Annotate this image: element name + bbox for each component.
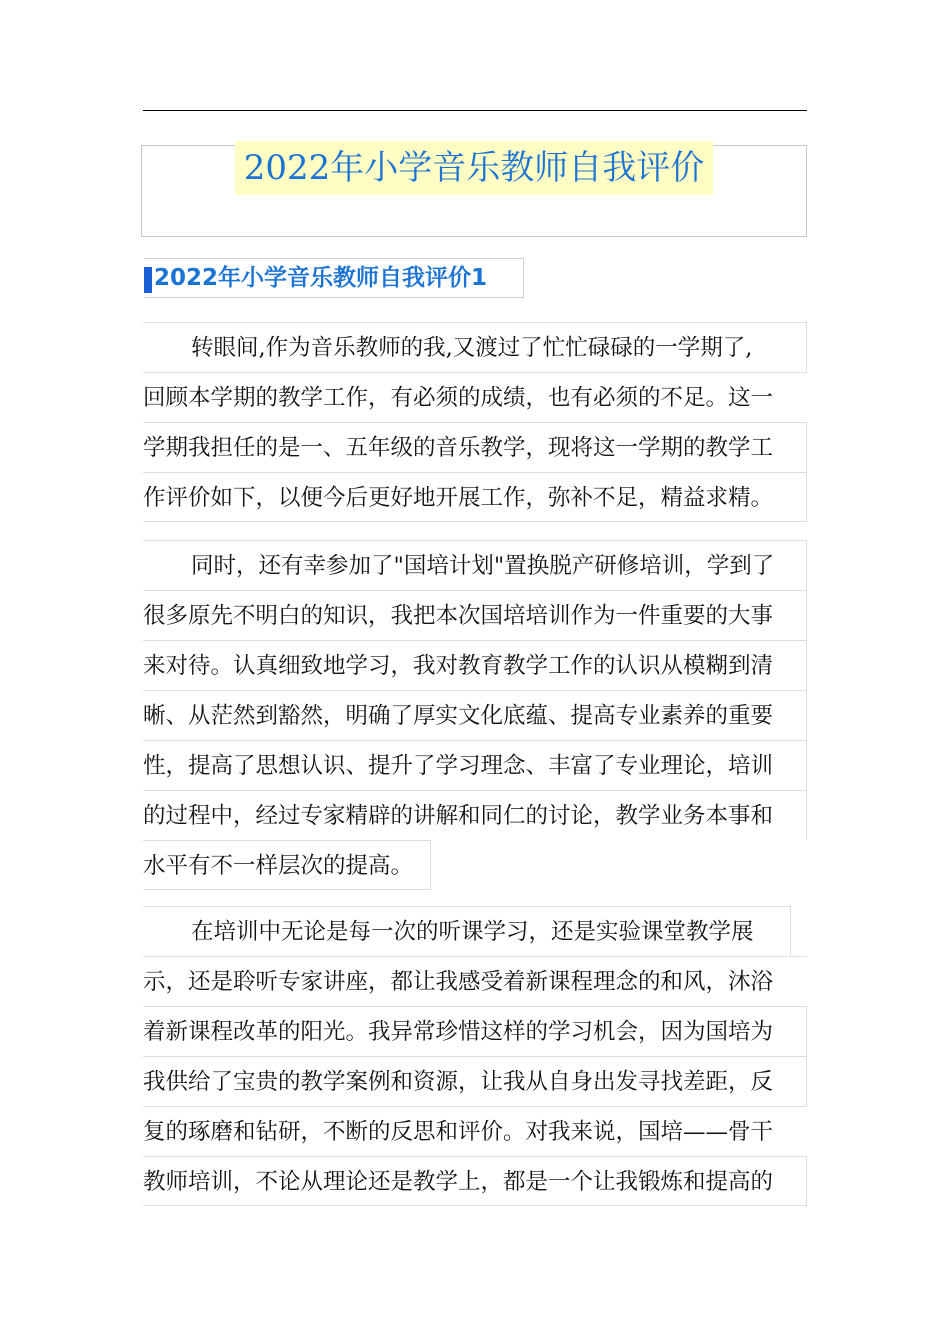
paragraph-line: 同时，还有幸参加了"国培计划"置换脱产研修培训，学到了 [143,540,807,590]
paragraph-line: 晰、从茫然到豁然，明确了厚实文化底蕴、提高专业素养的重要 [143,690,807,740]
paragraph-line: 作评价如下，以便今后更好地开展工作，弥补不足，精益求精。 [143,472,807,522]
paragraph-line: 我供给了宝贵的教学案例和资源，让我从自身出发寻找差距，反 [143,1056,807,1106]
section-marker-icon [144,267,152,293]
section-heading-label: 2022年小学音乐教师自我评价1 [154,265,488,291]
paragraph-line: 水平有不一样层次的提高。 [143,840,431,890]
paragraph-line: 来对待。认真细致地学习，我对教育教学工作的认识从模糊到清 [143,640,807,690]
paragraph-line: 教师培训，不论从理论还是教学上，都是一个让我锻炼和提高的 [143,1156,807,1206]
paragraph-line: 性，提高了思想认识、提升了学习理念、丰富了专业理论，培训 [143,740,807,790]
paragraph-line: 转眼间,作为音乐教师的我,又渡过了忙忙碌碌的一学期了, [143,322,807,372]
paragraph-line: 示，还是聆听专家讲座，都让我感受着新课程理念的和风，沐浴 [143,956,807,1006]
paragraph-line: 很多原先不明白的知识，我把本次国培培训作为一件重要的大事 [143,590,807,640]
paragraph-line: 在培训中无论是每一次的听课学习，还是实验课堂教学展 [143,906,791,956]
paragraph-line: 学期我担任的是一、五年级的音乐教学，现将这一学期的教学工 [143,422,807,472]
header-rule [143,110,807,111]
document-title: 2022年小学音乐教师自我评价 [235,141,713,195]
paragraph-line: 复的琢磨和钻研，不断的反思和评价。对我来说，国培——骨干 [143,1106,807,1156]
paragraph-line: 回顾本学期的教学工作，有必须的成绩，也有必须的不足。这一 [143,372,807,422]
paragraph-line: 着新课程改革的阳光。我异常珍惜这样的学习机会，因为国培为 [143,1006,807,1056]
section-heading [144,258,524,298]
paragraph-line: 的过程中，经过专家精辟的讲解和同仁的讨论，教学业务本事和 [143,790,807,840]
